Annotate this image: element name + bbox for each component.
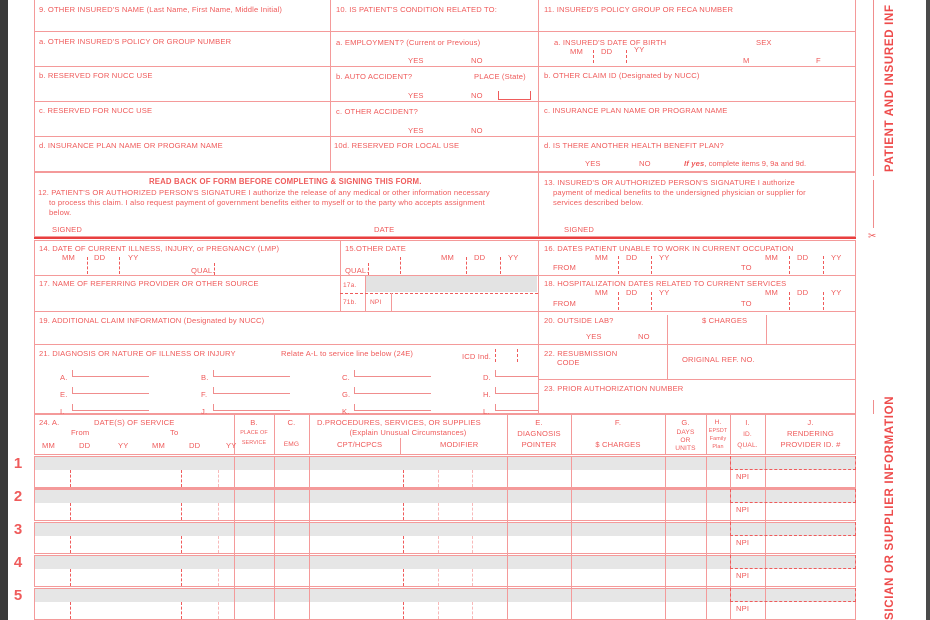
item11d-label: d. IS THERE ANOTHER HEALTH BENEFIT PLAN? — [544, 141, 724, 150]
item24h-epsdt: EPSDT — [708, 428, 728, 434]
item15-title: 15.OTHER DATE — [345, 244, 406, 253]
item11b-label: b. OTHER CLAIM ID (Designated by NUCC) — [544, 71, 700, 80]
item16-from-label: FROM — [553, 263, 576, 272]
item15-dot-1 — [466, 257, 467, 274]
item16-dot-3 — [789, 256, 790, 274]
item10c-no[interactable]: NO — [471, 126, 483, 135]
item17a-label: 17a. — [343, 282, 357, 289]
item24j-provider-id: PROVIDER ID. # — [780, 440, 841, 449]
item11d-yes[interactable]: YES — [585, 159, 601, 168]
item24e-diagnosis: DIAGNOSIS — [517, 429, 561, 438]
item11a-sex-label: SEX — [756, 38, 772, 47]
item9a-label: a. OTHER INSURED'S POLICY OR GROUP NUMBER — [39, 37, 232, 46]
item9-title: 9. OTHER INSURED'S NAME (Last Name, First Name, Middle Initial) — [39, 5, 283, 14]
item10a-label: a. EMPLOYMENT? (Current or Previous) — [336, 38, 481, 47]
item20-title: 20. OUTSIDE LAB? — [544, 316, 614, 325]
item16-dot-1 — [618, 256, 619, 274]
item24i-letter: I. — [745, 418, 750, 427]
item18-dot-2 — [651, 292, 652, 310]
item11c-label: c. INSURANCE PLAN NAME OR PROGRAM NAME — [544, 106, 728, 115]
diag-letter-A: A. — [60, 373, 68, 382]
item24c-letter: C. — [287, 418, 296, 427]
service-row-number-1: 1 — [13, 455, 23, 472]
item11-title: 11. INSURED'S POLICY GROUP OR FECA NUMBER — [544, 5, 734, 14]
row-rule-11d — [538, 136, 856, 137]
sidebar-tick-upper — [873, 180, 874, 228]
item24h-family: Family — [709, 436, 727, 442]
item24-mm-to: MM — [152, 441, 165, 450]
item15-dot-2 — [500, 257, 501, 274]
item11a-female[interactable]: F — [816, 56, 821, 65]
item14-title: 14. DATE OF CURRENT ILLNESS, INJURY, or PREGNANCY (LMP) — [39, 244, 280, 253]
item24b-letter: B. — [250, 418, 258, 427]
item10b-place-label: PLACE (State) — [474, 72, 526, 81]
diag-letter-D: D. — [483, 373, 491, 382]
item24g-units: UNITS — [675, 445, 696, 452]
item24-num: 24. A. — [39, 418, 60, 427]
item10b-label: b. AUTO ACCIDENT? — [336, 72, 413, 81]
npi-label-row-3: NPI — [736, 538, 750, 547]
svc-col-e — [507, 456, 508, 620]
item20-charges-divider — [667, 315, 668, 344]
item21-title: 21. DIAGNOSIS OR NATURE OF ILLNESS OR INJURY — [39, 349, 236, 358]
row-rule-11a — [538, 31, 856, 32]
item24i-id: ID. — [743, 431, 752, 438]
item14-mm: MM — [62, 253, 75, 262]
rule-below-22 — [538, 379, 856, 380]
read-back-notice: READ BACK OF FORM BEFORE COMPLETING & SIGNING THIS FORM. — [149, 177, 422, 186]
item24-to-label: To — [170, 428, 179, 437]
item16-dot-4 — [823, 256, 824, 274]
item20-yes[interactable]: YES — [586, 332, 602, 341]
svc-col-f — [571, 456, 572, 620]
item14-qual-dot — [214, 263, 215, 275]
diag-letter-G: G. — [342, 390, 351, 399]
item13-line1: 13. INSURED'S OR AUTHORIZED PERSON'S SIGNATURE I authorize — [544, 178, 795, 187]
item24i-qual: QUAL. — [737, 442, 758, 449]
item15-dot-0 — [400, 257, 401, 274]
item10b-no[interactable]: NO — [471, 91, 483, 100]
item11d-note-rest: , complete items 9, 9a and 9d. — [704, 159, 807, 168]
item18-dot-1 — [618, 292, 619, 310]
diag-letter-H: H. — [483, 390, 491, 399]
item18-yy-from: YY — [659, 288, 670, 297]
diag-field-D[interactable] — [495, 370, 538, 377]
item24-mm-from: MM — [42, 441, 55, 450]
rule-below-20 — [538, 344, 856, 345]
item24g-days: DAYS — [676, 429, 695, 436]
item24b-place-of: PLACE OF — [240, 430, 268, 436]
scan-right-edge — [926, 0, 930, 620]
item10c-yes[interactable]: YES — [408, 126, 424, 135]
item16-dd-to: DD — [797, 253, 809, 262]
item14-dd: DD — [94, 253, 106, 262]
row-rule-10a — [330, 31, 538, 32]
item16-yy-to: YY — [831, 253, 842, 262]
item10c-label: c. OTHER ACCIDENT? — [336, 107, 419, 116]
item10b-yes[interactable]: YES — [408, 91, 424, 100]
item10d-label: 10d. RESERVED FOR LOCAL USE — [334, 141, 460, 150]
diag-field-J[interactable] — [213, 404, 290, 411]
diag-field-L[interactable] — [495, 404, 538, 411]
item24d-title: D.PROCEDURES, SERVICES, OR SUPPLIES — [317, 418, 481, 427]
item24-from-label: From — [71, 428, 90, 437]
item24h-plan: Plan — [712, 444, 724, 450]
item24h-letter: H. — [714, 419, 722, 426]
item24f-letter: F. — [614, 418, 622, 427]
item11a-mm: MM — [570, 47, 583, 56]
item11d-note — [684, 159, 806, 168]
item17-title: 17. NAME OF REFERRING PROVIDER OR OTHER SOURCE — [39, 279, 259, 288]
diag-field-A[interactable] — [72, 370, 149, 377]
item16-dd-from: DD — [626, 253, 638, 262]
item12-date-label: DATE — [374, 225, 395, 234]
item13-line3: services described below. — [553, 198, 644, 207]
item24d-subtitle: (Explain Unusual Circumstances) — [349, 428, 467, 437]
item12-line3: below. — [49, 208, 72, 217]
item24g-or: OR — [680, 437, 691, 444]
item15-yy: YY — [508, 253, 519, 262]
item10a-no[interactable]: NO — [471, 56, 483, 65]
item15-qual-label: QUAL. — [345, 266, 369, 275]
item15-mm: MM — [441, 253, 454, 262]
item14-dot-1 — [87, 257, 88, 274]
item24f-charges: $ CHARGES — [595, 440, 641, 449]
item11d-note-bold: If yes — [684, 159, 705, 168]
item9d-label: d. INSURANCE PLAN NAME OR PROGRAM NAME — [39, 141, 223, 150]
item24j-rendering: RENDERING — [787, 429, 834, 438]
item18-to-label: TO — [741, 299, 752, 308]
diag-letter-E: E. — [60, 390, 68, 399]
item17b-npi-divider — [391, 293, 392, 311]
item10a-yes[interactable]: YES — [408, 56, 424, 65]
diag-field-I[interactable] — [72, 404, 149, 411]
diag-letter-I: I. — [60, 407, 65, 416]
scissors-icon: ✂ — [868, 231, 877, 242]
item15-qual-dot — [368, 263, 369, 275]
diag-letter-C: C. — [342, 373, 350, 382]
item19-title: 19. ADDITIONAL CLAIM INFORMATION (Designated by NUCC) — [39, 316, 265, 325]
item24g-letter: G. — [681, 418, 690, 427]
middle-block — [34, 240, 856, 414]
item11a-male[interactable]: M — [743, 56, 750, 65]
item14-yy: YY — [128, 253, 139, 262]
diag-letter-L: L. — [483, 407, 490, 416]
row-rule-9a — [34, 31, 330, 32]
item16-to-label: TO — [741, 263, 752, 272]
diag-letter-J: J. — [201, 407, 208, 416]
row-rule-10c — [330, 101, 538, 102]
item9b-label: b. RESERVED FOR NUCC USE — [39, 71, 153, 80]
npi-label-row-2: NPI — [736, 505, 750, 514]
item24j-letter: J. — [807, 418, 814, 427]
item14-15-divider — [340, 240, 341, 275]
service-row-number-4: 4 — [13, 554, 23, 571]
service-row-number-5: 5 — [13, 587, 23, 604]
item14-dot-2 — [119, 257, 120, 274]
diag-field-G[interactable] — [354, 387, 431, 394]
svc-col-h — [706, 456, 707, 620]
item24c-emg: EMG — [283, 441, 300, 448]
item24-dd-from: DD — [79, 441, 91, 450]
diag-letter-F: F. — [201, 390, 208, 399]
item17b-npi-label: NPI — [370, 299, 382, 306]
item10b-place-field[interactable] — [498, 91, 531, 100]
item24d-modifier: MODIFIER — [440, 440, 479, 449]
sidebar-caption-upper: PATIENT AND INSURED INF — [884, 4, 896, 172]
item23-title: 23. PRIOR AUTHORIZATION NUMBER — [544, 384, 684, 393]
sidebar-rule-upper — [873, 0, 874, 176]
item18-mm-to: MM — [765, 288, 778, 297]
item11a-yy: YY — [634, 45, 645, 54]
item16-title: 16. DATES PATIENT UNABLE TO WORK IN CURRENT OCCUPATION — [544, 244, 794, 253]
row-rule-9c — [34, 101, 330, 102]
item16-yy-from: YY — [659, 253, 670, 262]
item24d-cpt-modifier-divider — [400, 438, 401, 455]
item14-qual-label: QUAL. — [191, 266, 215, 275]
diag-field-B[interactable] — [213, 370, 290, 377]
item18-dd-to: DD — [797, 288, 809, 297]
item13-line2: payment of medical benefits to the undersigned physician or supplier for — [553, 188, 806, 197]
diag-letter-K: K. — [342, 407, 350, 416]
item16-dot-2 — [651, 256, 652, 274]
row-rule-9d — [34, 136, 330, 137]
row-rule-11b — [538, 66, 856, 67]
item18-from-label: FROM — [553, 299, 576, 308]
item9c-label: c. RESERVED FOR NUCC USE — [39, 106, 153, 115]
item24d-cpt: CPT/HCPCS — [337, 440, 383, 449]
service-row-number-2: 2 — [13, 488, 23, 505]
diag-field-H[interactable] — [495, 387, 538, 394]
diag-field-K[interactable] — [354, 404, 431, 411]
service-row-number-3: 3 — [13, 521, 23, 538]
item17b-label: 71b. — [343, 299, 357, 306]
item24e-letter: E. — [535, 418, 543, 427]
scan-left-edge — [0, 0, 8, 620]
mid-center-divider — [538, 240, 539, 414]
item17a-shade — [366, 276, 537, 292]
npi-label-row-4: NPI — [736, 571, 750, 580]
item18-title: 18. HOSPITALIZATION DATES RELATED TO CURRENT SERVICES — [544, 279, 787, 288]
row-rule-10b — [330, 66, 538, 67]
item24-dates-title: DATE(S) OF SERVICE — [94, 418, 175, 427]
item24-yy-from: YY — [118, 441, 129, 450]
item11a-dot-2 — [626, 50, 627, 63]
item12-line2: to process this claim. I also request payment of government benefits either to myself or to the party who accepts assignment — [49, 198, 485, 207]
item10-title: 10. IS PATIENT'S CONDITION RELATED TO: — [336, 5, 497, 14]
diag-field-E[interactable] — [72, 387, 149, 394]
item24-dd-to: DD — [189, 441, 201, 450]
row-rule-9b — [34, 66, 330, 67]
item20-charges-divider2 — [766, 315, 767, 344]
rule-below-19 — [34, 344, 538, 345]
row-rule-11c — [538, 101, 856, 102]
item17a-b-rule — [340, 293, 538, 294]
diag-field-C[interactable] — [354, 370, 431, 377]
sidebar-caption-lower: SICIAN OR SUPPLIER INFORMATION — [884, 395, 896, 620]
item18-yy-to: YY — [831, 288, 842, 297]
sig-divider — [538, 172, 539, 237]
item22-original-label: ORIGINAL REF. NO. — [682, 355, 755, 364]
item11a-dd: DD — [601, 47, 613, 56]
item11a-dot-1 — [593, 50, 594, 63]
npi-label-row-5: NPI — [736, 604, 750, 613]
item16-mm-from: MM — [595, 253, 608, 262]
npi-label-row-1: NPI — [736, 472, 750, 481]
item18-mm-from: MM — [595, 288, 608, 297]
diag-letter-B: B. — [201, 373, 209, 382]
item13-signed-label: SIGNED — [564, 225, 595, 234]
item15-dd: DD — [474, 253, 486, 262]
item18-dd-from: DD — [626, 288, 638, 297]
item11a-label: a. INSURED'S DATE OF BIRTH — [554, 38, 667, 47]
item21-relate: Relate A-L to service line below (24E) — [281, 349, 414, 358]
section-separator — [34, 237, 856, 239]
sidebar-rule-lower-top — [873, 400, 874, 414]
item12-signed-label: SIGNED — [52, 225, 83, 234]
item22-code-label: CODE — [557, 358, 580, 367]
item24e-pointer: POINTER — [521, 440, 557, 449]
form-body — [13, 0, 856, 620]
item18-dot-3 — [789, 292, 790, 310]
rule-below-17 — [34, 311, 538, 312]
item21-icd-label: ICD Ind. — [462, 352, 492, 361]
col-divider-10-11 — [538, 0, 539, 172]
item21-icd-dot-1 — [495, 349, 496, 362]
item18-dot-4 — [823, 292, 824, 310]
item24-yy-to: YY — [226, 441, 237, 450]
item16-mm-to: MM — [765, 253, 778, 262]
item11d-no[interactable]: NO — [639, 159, 651, 168]
item20-no[interactable]: NO — [638, 332, 650, 341]
col-divider-9-10 — [330, 0, 331, 172]
svc-col-c — [274, 456, 275, 620]
row-rule-10d — [330, 136, 538, 137]
diag-field-F[interactable] — [213, 387, 290, 394]
item22-title: 22. RESUBMISSION — [544, 349, 618, 358]
svc-col-d — [309, 456, 310, 620]
rule-below-16 — [538, 275, 856, 276]
rule-below-18 — [538, 311, 856, 312]
item12-line1: 12. PATIENT'S OR AUTHORIZED PERSON'S SIGNATURE I authorize the release of any medical or other information necessary — [38, 188, 490, 197]
item22-divider — [667, 344, 668, 379]
item20-charges-label: $ CHARGES — [702, 316, 748, 325]
item24b-service: SERVICE — [241, 440, 267, 446]
item21-icd-dot-2 — [517, 349, 518, 362]
svc-col-b — [234, 456, 235, 620]
svc-col-g — [665, 456, 666, 620]
